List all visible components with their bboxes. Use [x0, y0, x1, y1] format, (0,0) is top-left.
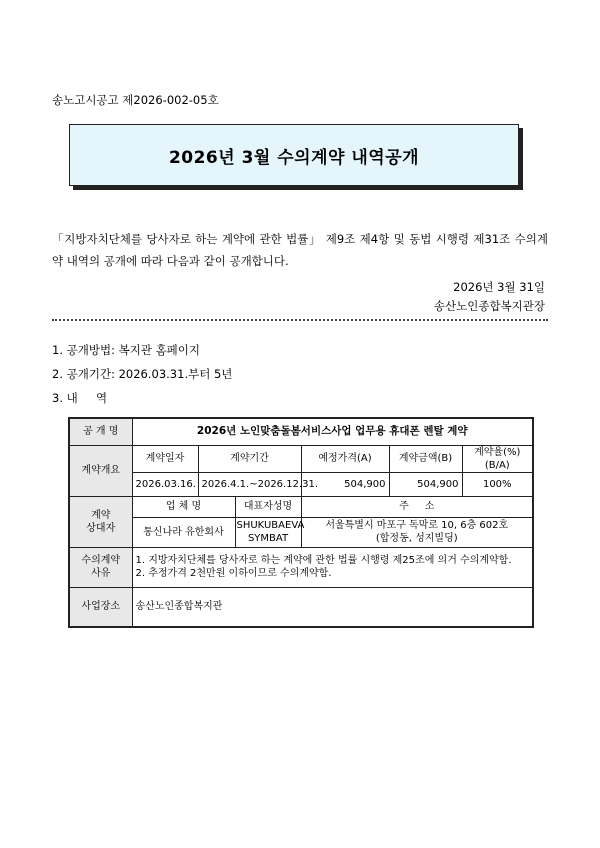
summary-header-rate: 계약율(%)(B/A): [462, 445, 533, 472]
page-title: 2026년 3월 수의계약 내역공개: [168, 147, 420, 168]
name-label: 공 개 명: [69, 418, 132, 445]
summary-label: 계약개요: [69, 445, 132, 496]
summary-value-date: 2026.03.16.: [132, 472, 198, 496]
item-method: 1. 공개방법: 복지관 홈페이지: [52, 343, 201, 357]
notice-number: 송노고시공고 제2026-002-05호: [52, 93, 219, 107]
summary-header-date: 계약일자: [132, 445, 198, 472]
party-label: 계약 상대자: [69, 496, 132, 547]
party-header-company: 업 체 명: [132, 496, 235, 517]
place-label: 사업장소: [69, 587, 132, 627]
party-company: 통신나라 유한회사: [132, 517, 235, 547]
place-value: 송산노인종합복지관: [132, 587, 533, 627]
summary-header-estimated: 예정가격(A): [301, 445, 389, 472]
party-representative: SHUKUBAEVA SYMBAT: [235, 517, 301, 547]
summary-header-amount: 계약금액(B): [389, 445, 462, 472]
name-value: 2026년 노인맞춤돌봄서비스사업 업무용 휴대폰 렌탈 계약: [132, 418, 533, 445]
party-address-line1: 서울특별시 마포구 독막로 10, 6층 602호: [325, 520, 509, 531]
party-address: [301, 517, 533, 547]
title-box: [69, 124, 519, 186]
summary-value-amount: 504,900: [389, 472, 462, 496]
summary-header-period: 계약기간: [198, 445, 301, 472]
party-header-address: 주 소: [301, 496, 533, 517]
item-details: 3. 내 역: [52, 391, 108, 405]
summary-value-period: 2026.4.1.~2026.12.31.: [198, 472, 301, 496]
reason-label: 수의계약 사유: [69, 547, 132, 587]
summary-value-estimated: 504,900: [301, 472, 389, 496]
party-address-line2: (합정동, 성지빌딩): [375, 533, 458, 544]
notice-date: 2026년 3월 31일: [453, 280, 545, 294]
organization-name: 송산노인종합복지관장: [433, 299, 545, 313]
reason-line1: 1. 지방자치단체를 당사자로 하는 계약에 관한 법률 시행령 제25조에 의거 수의계약함.: [135, 555, 512, 566]
contract-table: [68, 417, 534, 628]
reason-value: [132, 547, 533, 587]
reason-line2: 2. 추정가격 2천만원 이하이므로 수의계약함.: [135, 568, 332, 579]
party-header-rep: 대표자성명: [235, 496, 301, 517]
intro-text: 「지방자치단체를 당사자로 하는 계약에 관한 법률」 제9조 제4항 및 동법 시행령 제31조 수의계약 내역의 공개에 따라 다음과 같이 공개합니다.: [52, 232, 548, 268]
dotted-divider: [52, 319, 548, 321]
summary-value-rate: 100%: [462, 472, 533, 496]
item-period: 2. 공개기간: 2026.03.31.부터 5년: [52, 367, 233, 381]
